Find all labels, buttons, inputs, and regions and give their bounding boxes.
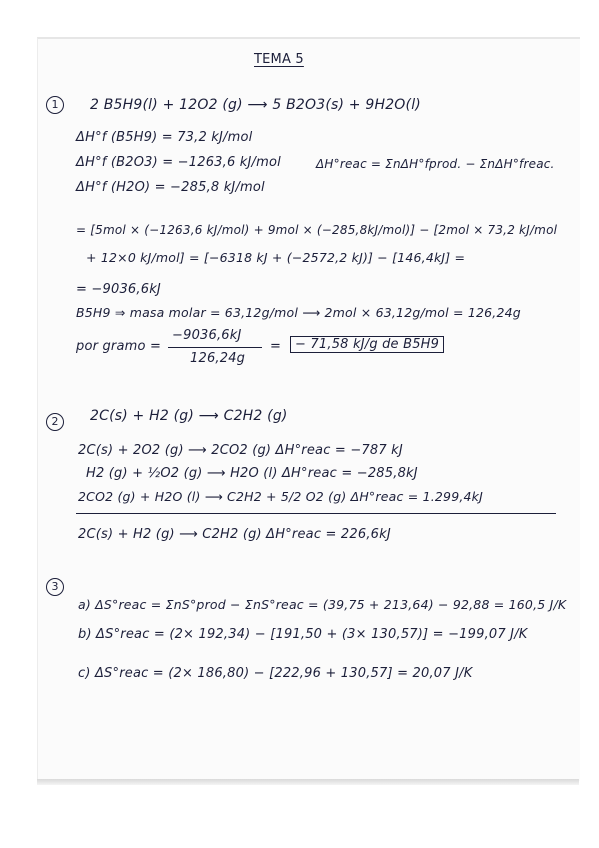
per-gram-result: − 71,58 kJ/g de B5H9 — [290, 336, 444, 353]
per-gram-equals: = — [270, 339, 282, 354]
per-gram-denominator: 126,24g — [190, 351, 246, 366]
page-shadow — [37, 779, 579, 785]
enthalpy-b2o3: ΔH°f (B2O3) = −1263,6 kJ/mol — [76, 155, 281, 170]
sum-line — [76, 513, 556, 514]
problem-2-number: 2 — [46, 413, 64, 431]
calc-line-2: + 12×0 kJ/mol] = [−6318 kJ + (−2572,2 kJ)] − [146,4kJ] = — [86, 250, 466, 265]
per-gram-label: por gramo = — [76, 339, 162, 354]
problem-3-number: 3 — [46, 578, 64, 596]
per-gram-numerator: −9036,6kJ — [172, 328, 242, 343]
step-2: H2 (g) + ½O2 (g) ⟶ H2O (l) ΔH°reac = −285,8kJ — [86, 466, 418, 481]
enthalpy-b5h9: ΔH°f (B5H9) = 73,2 kJ/mol — [76, 130, 253, 145]
step-3: 2CO2 (g) + H2O (l) ⟶ C2H2 + 5/2 O2 (g) ΔH°reac = 1.299,4kJ — [78, 489, 484, 504]
enthalpy-formula: ΔH°reac = ΣnΔH°fprod. − ΣnΔH°freac. — [316, 157, 555, 171]
entropy-a: a) ΔS°reac = ΣnS°prod − ΣnS°reac = (39,75 + 213,64) − 92,88 = 160,5 J/K — [78, 597, 567, 612]
enthalpy-h2o: ΔH°f (H2O) = −285,8 kJ/mol — [76, 180, 265, 195]
problem-1-number: 1 — [46, 96, 64, 114]
page-title: TEMA 5 — [254, 52, 304, 67]
fraction-bar — [168, 347, 262, 348]
hess-result: 2C(s) + H2 (g) ⟶ C2H2 (g) ΔH°reac = 226,6kJ — [78, 527, 391, 542]
entropy-c: c) ΔS°reac = (2× 186,80) − [222,96 + 130,57] = 20,07 J/K — [78, 666, 473, 681]
target-reaction: 2C(s) + H2 (g) ⟶ C2H2 (g) — [90, 408, 288, 424]
entropy-b: b) ΔS°reac = (2× 192,34) − [191,50 + (3× 130,57)] = −199,07 J/K — [78, 627, 528, 642]
step-1: 2C(s) + 2O2 (g) ⟶ 2CO2 (g) ΔH°reac = −787 kJ — [78, 443, 403, 458]
molar-mass-line: B5H9 ⇒ masa molar = 63,12g/mol ⟶ 2mol × 63,12g/mol = 126,24g — [76, 305, 521, 320]
calc-line-3: = −9036,6kJ — [76, 282, 161, 297]
problem-1-reaction: 2 B5H9(l) + 12O2 (g) ⟶ 5 B2O3(s) + 9H2O(l) — [90, 97, 421, 113]
calc-line-1: = [5mol × (−1263,6 kJ/mol) + 9mol × (−285,8kJ/mol)] − [2mol × 73,2 kJ/mol — [76, 223, 558, 237]
